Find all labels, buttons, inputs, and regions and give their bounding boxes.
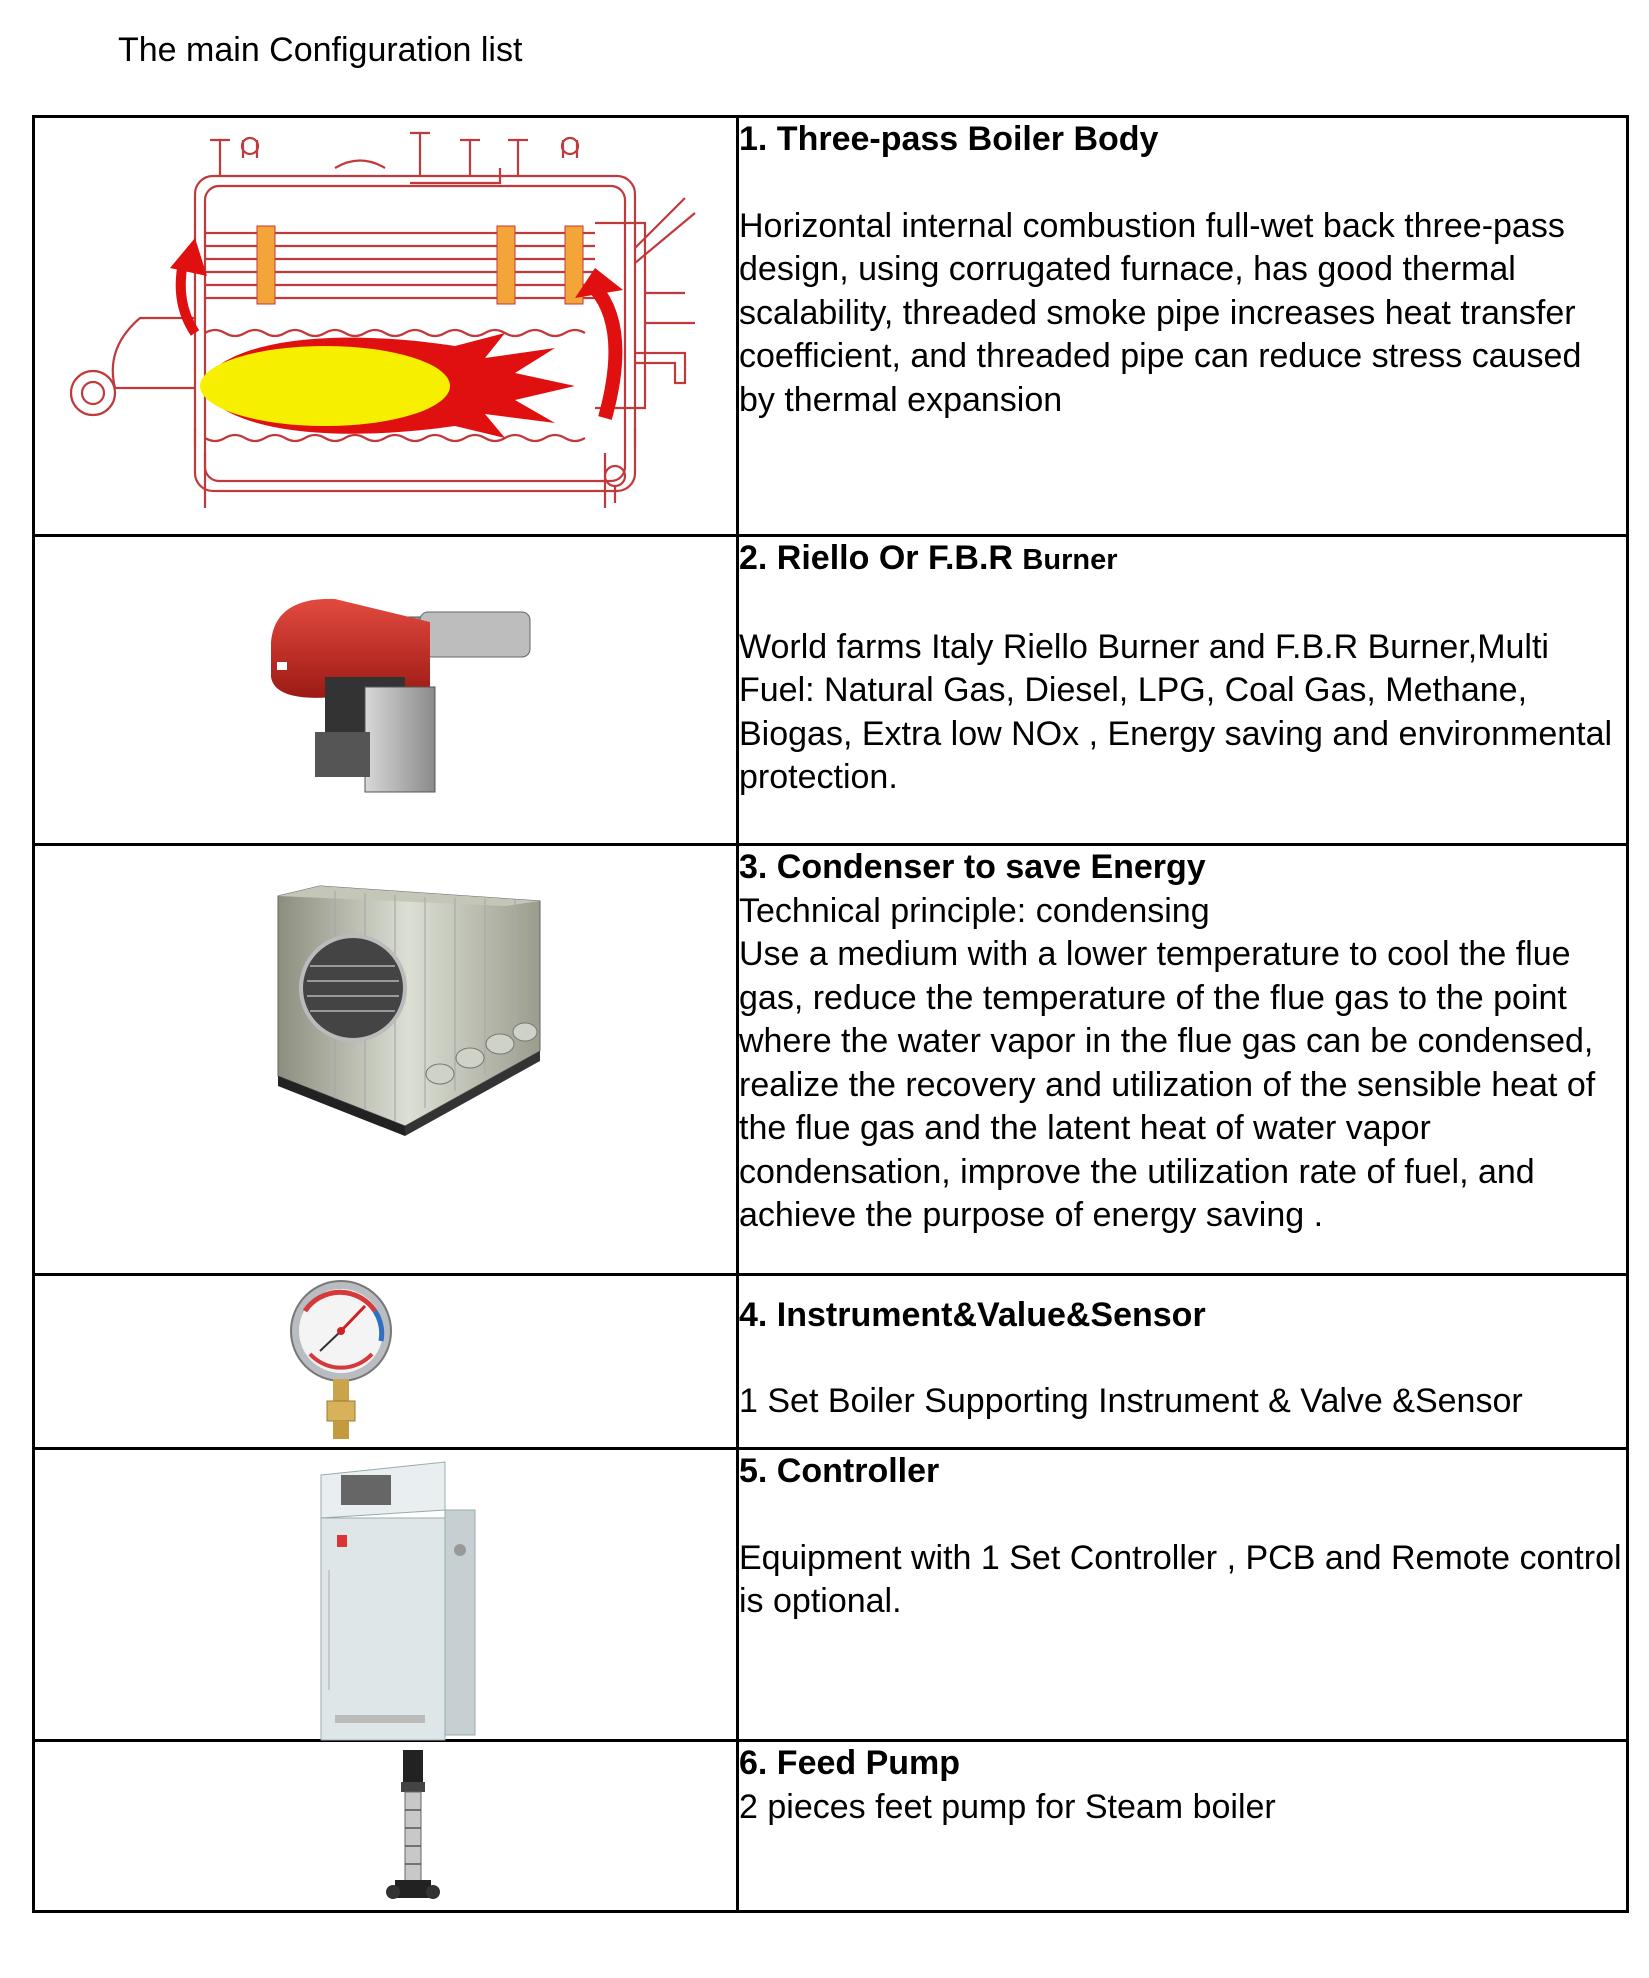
description-cell xyxy=(738,1741,1628,1912)
table-row xyxy=(34,536,1628,845)
control-cabinet-icon xyxy=(35,1450,736,1742)
description-cell xyxy=(738,845,1628,1275)
item-subtitle: Technical principle: condensing xyxy=(739,891,1210,930)
table-row xyxy=(34,1741,1628,1912)
table-row xyxy=(34,845,1628,1275)
image-cell xyxy=(34,1741,738,1912)
item-title: 4. Instrument&Value&Sensor xyxy=(739,1296,1206,1334)
table-row xyxy=(34,1275,1628,1449)
description-cell xyxy=(738,117,1628,536)
item-description: 2 pieces feet pump for Steam boiler xyxy=(739,1787,1276,1826)
table-row xyxy=(34,117,1628,536)
item-title: 6. Feed Pump xyxy=(739,1744,961,1782)
item-description: Use a medium with a lower temperature to cool the flue gas, reduce the temperature of the flue gas to the point where the water vapor in the flue gas can be condensed, realize the recovery and utilization of the sensible heat of the flue gas and the latent heat of water vapor condensation, improve the utilization rate of fuel, and achieve the purpose of energy saving . xyxy=(739,935,1596,1234)
description-cell xyxy=(738,536,1628,845)
item-description: Horizontal internal combustion full-wet back three-pass design, using corrugated furnace, has good thermal scalability, threaded smoke pipe increases heat transfer coefficient, and threaded pipe can reduce stress caused by thermal expansion xyxy=(739,206,1582,419)
description-cell xyxy=(738,1449,1628,1741)
pressure-gauge-icon xyxy=(35,1276,736,1450)
image-cell xyxy=(34,845,738,1275)
condenser-icon xyxy=(35,846,736,1276)
item-description: 1 Set Boiler Supporting Instrument & Valve &Sensor xyxy=(739,1381,1523,1420)
table-row xyxy=(34,1449,1628,1741)
configuration-table xyxy=(32,115,1629,1913)
burner-icon xyxy=(35,537,736,846)
description-cell xyxy=(738,1275,1628,1449)
item-title: 5. Controller xyxy=(739,1452,940,1490)
image-cell xyxy=(34,1449,738,1741)
item-title: 1. Three-pass Boiler Body xyxy=(739,120,1159,158)
image-cell xyxy=(34,1275,738,1449)
feed-pump-icon xyxy=(35,1742,736,1913)
page-title: The main Configuration list xyxy=(118,31,523,69)
boiler-diagram-icon xyxy=(35,118,736,537)
image-cell xyxy=(34,536,738,845)
item-description: Equipment with 1 Set Controller , PCB and Remote control is optional. xyxy=(739,1538,1622,1620)
image-cell xyxy=(34,117,738,536)
item-description: World farms Italy Riello Burner and F.B.R Burner,Multi Fuel: Natural Gas, Diesel, LPG, Coal Gas, Methane, Biogas, Extra low NOx , Energy saving and environmental protection. xyxy=(739,627,1613,796)
item-title: 2. Riello Or F.B.R Burner xyxy=(739,539,1118,577)
item-title: 3. Condenser to save Energy xyxy=(739,848,1206,886)
